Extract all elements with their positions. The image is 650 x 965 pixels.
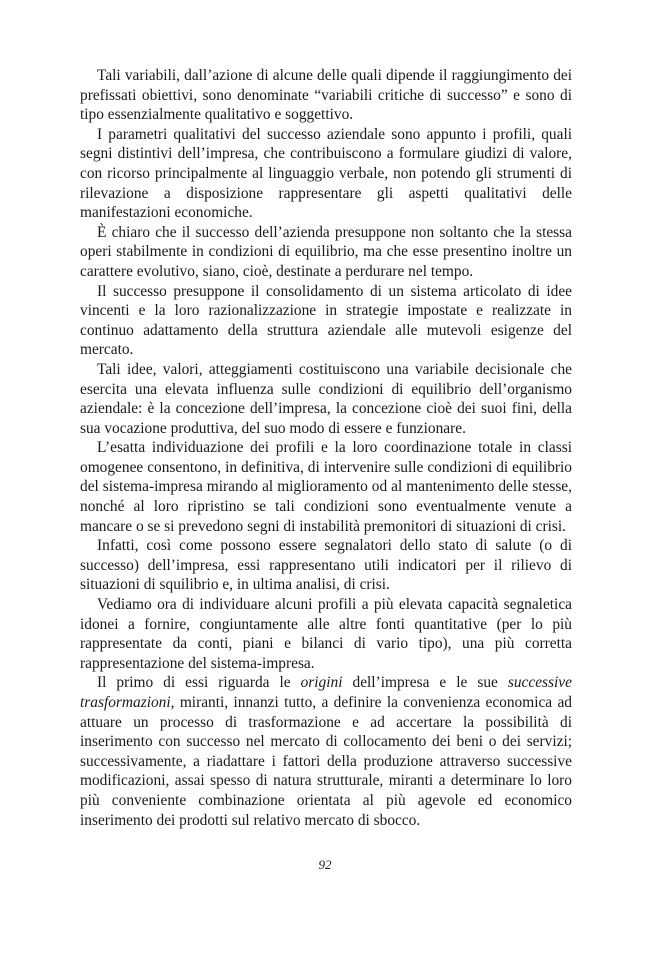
paragraph-signaling-profiles: Vediamo ora di individuare alcuni profili a più elevata capacità segnaletica idonei a fornire, congiuntamente alle altre fonti quantitative (per lo più rappresentate da conti, piani e bilanci di vario tipo), una più corretta rappresentazione del sistema-impresa. (80, 596, 572, 672)
transformations-emphasis: successive trasformazioni (80, 674, 572, 711)
origins-text-part3: , miranti, innanzi tutto, a definire la convenienza economica ad attuare un processo di trasformazione e ad accertare la possibilità di inserimento con successo nel mercato di collocamento dei beni o dei servizi; successivamente, a riadattare i fattori della produzione attraverso successive modificazioni, assai spesso di natura strutturale, miranti a determinare lo loro più conveniente combinazione orientata al più agevole ed economico inserimento dei prodotti sul relativo mercato di sbocco. (80, 694, 572, 829)
paragraph-critical-variables: Tali variabili, dall’azione di alcune delle quali dipende il raggiungimento dei prefissati obiettivi, sono denominate “variabili critiche di successo” e sono di tipo essenzialmente qualitativo e soggettivo. (80, 67, 572, 124)
paragraph-qualitative-parameters: I parametri qualitativi del successo aziendale sono appunto i profili, quali segni distintivi dell’impresa, che contribuiscono a formulare giudizi di valore, con ricorso principalmente al linguaggio verbale, non potendo gli strumenti di rilevazione a disposizione rappresentare gli aspetti qualitativi delle manifestazioni economiche. (80, 125, 572, 222)
page-body (80, 66, 572, 830)
paragraph-profiles-identification: L’esatta individuazione dei profili e la loro coordinazione totale in classi omogenee consentono, in definitiva, di intervenire sulle condizioni di equilibrio del sistema-impresa mirando al miglioramento od al mantenimento delle stesse, nonché al loro ripristino se tali condizioni sono eventualmente venute a mancare o se si prevedono segni di instabilità premonitori di situazioni di crisi. (80, 439, 572, 535)
paragraph-ideas-values: Tali idee, valori, atteggiamenti costituiscono una variabile decisionale che esercita una elevata influenza sulle condizioni di equilibrio dell’organismo aziendale: è la concezione dell’impresa, la concezione cioè dei suoi fini, della sua vocazione produttiva, del suo modo di essere e funzionare. (80, 360, 572, 437)
origins-text-part2: dell’impresa e le sue (342, 674, 508, 692)
origins-emphasis: origini (300, 674, 343, 692)
page-number: 92 (318, 857, 332, 872)
origins-text-part1: Il primo di essi riguarda le (97, 674, 301, 692)
paragraph-indicators: Infatti, così come possono essere segnalatori dello stato di salute (o di successo) dell’impresa, essi rappresentano utili indicatori per il rilievo di situazioni di squilibrio e, in ultima analisi, di crisi. (80, 537, 572, 594)
paragraph-origins (80, 673, 572, 830)
paragraph-consolidation: Il successo presuppone il consolidamento di un sistema articolato di idee vincenti e la loro razionalizzazione in strategie impostate e realizzate in continuo adattamento della struttura aziendale alle mutevoli esigenze del mercato. (80, 282, 572, 359)
paragraph-equilibrium: È chiaro che il successo dell’azienda presuppone non soltanto che la stessa operi stabilmente in condizioni di equilibrio, ma che esse presentino inoltre un carattere evolutivo, siano, cioè, destinate a perdurare nel tempo. (80, 223, 572, 280)
